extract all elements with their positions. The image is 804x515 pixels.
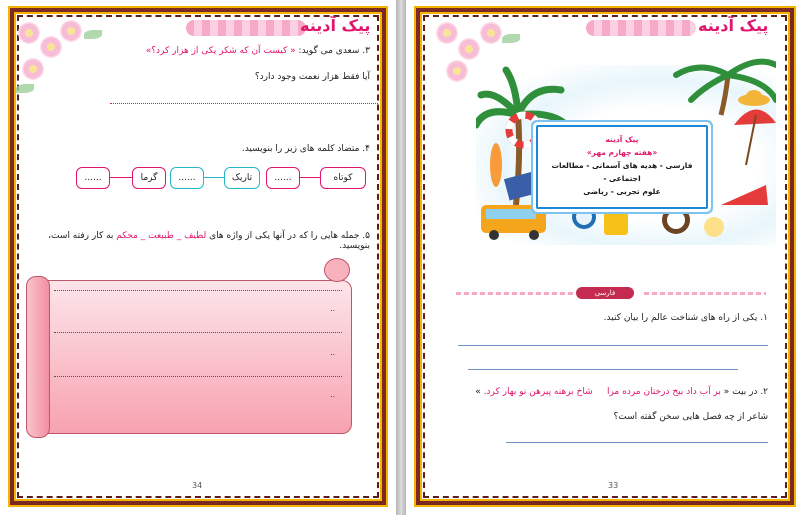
scroll-curl-right xyxy=(324,258,350,282)
question-2-verse-2: شاخ برهنه پیرهن نو بهار کرد. xyxy=(483,387,593,397)
scroll-dots: .. xyxy=(330,390,336,399)
scroll-dots: .. xyxy=(330,348,336,357)
question-3-quote: « کیست آن که شکر یکی از هزار کرد؟» xyxy=(145,46,296,56)
question-3 xyxy=(30,46,370,56)
question-2-verse-1: بر آب داد بیخ درختان مرده مرا xyxy=(606,387,721,397)
question-5-label: ۵. جمله هایی را که در آنها یکی از واژه های xyxy=(209,231,370,241)
question-2 xyxy=(428,387,768,397)
flower-decoration-icon xyxy=(436,22,458,44)
brand-logo: پیک آدینه xyxy=(300,16,371,35)
answer-box-2[interactable]: ...... xyxy=(170,167,204,189)
card-title: پیک آدینه xyxy=(605,135,639,144)
flower-decoration-icon xyxy=(480,22,502,44)
card-subjects-line-2: علوم تجربی - ریاضی xyxy=(583,187,661,196)
page-number: 34 xyxy=(192,481,203,490)
book-gutter xyxy=(396,0,406,515)
cover-card xyxy=(536,125,708,209)
scroll-paper xyxy=(26,280,352,434)
question-3-label: ۳. سعدی می گوید: xyxy=(298,46,370,56)
question-1-label: ۱. یکی از راه های شناخت عالم را بیان کنید. xyxy=(603,313,768,323)
card-week: «هفته چهارم مهر» xyxy=(586,148,658,157)
scroll-dots: .. xyxy=(330,304,336,313)
answer-box-3[interactable]: ...... xyxy=(76,167,110,189)
connector-line xyxy=(108,177,132,178)
question-5-words: لطیف _ طبیعت _ محکم xyxy=(116,231,207,241)
connector-line xyxy=(298,177,320,178)
page-33 xyxy=(406,0,804,515)
section-label-farsi: فارسی xyxy=(576,287,634,299)
question-2-sub: شاعر از چه فصل هایی سخن گفته است؟ xyxy=(613,412,768,422)
word-box-garma: گرما xyxy=(132,167,166,189)
answer-scroll xyxy=(26,258,350,438)
card-subjects-line-1: فارسی - هدیه های آسمانی - مطالعات اجتماعی - xyxy=(551,161,693,183)
section-divider xyxy=(456,292,576,295)
cover-illustration xyxy=(476,55,776,245)
page-34 xyxy=(0,0,396,515)
leaf-decoration-icon xyxy=(502,34,520,43)
header-banner xyxy=(586,20,696,36)
header-banner xyxy=(186,20,306,36)
question-3-sub: آیا فقط هزار نعمت وجود دارد؟ xyxy=(254,72,370,82)
question-2-close: » xyxy=(475,387,481,397)
section-divider xyxy=(644,292,766,295)
question-5 xyxy=(24,231,370,251)
leaf-decoration-icon xyxy=(16,84,34,93)
question-5-label-end: به کار رفته است، بنویسید. xyxy=(48,231,370,251)
question-2-label: ۲. در بیت « xyxy=(723,387,768,397)
connector-line xyxy=(202,177,224,178)
answer-line[interactable] xyxy=(506,442,768,443)
brand-logo: پیک آدینه xyxy=(698,16,769,35)
word-box-tarik: تاریک xyxy=(224,167,260,189)
answer-line[interactable] xyxy=(468,369,738,370)
answer-box-1[interactable]: ...... xyxy=(266,167,300,189)
page-number: 33 xyxy=(608,481,619,490)
flower-decoration-icon xyxy=(18,22,40,44)
scroll-answer-line[interactable] xyxy=(54,290,342,291)
question-4-label: ۴. متضاد کلمه های زیر را بنویسید. xyxy=(241,144,370,154)
answer-line[interactable] xyxy=(458,345,768,346)
answer-line[interactable] xyxy=(110,103,378,104)
flower-decoration-icon xyxy=(446,60,468,82)
flower-decoration-icon xyxy=(60,20,82,42)
scroll-answer-line[interactable] xyxy=(54,332,342,333)
leaf-decoration-icon xyxy=(84,30,102,39)
scroll-curl-left xyxy=(26,276,50,438)
word-box-kootah: کوتاه xyxy=(320,167,366,189)
scroll-answer-line[interactable] xyxy=(54,376,342,377)
